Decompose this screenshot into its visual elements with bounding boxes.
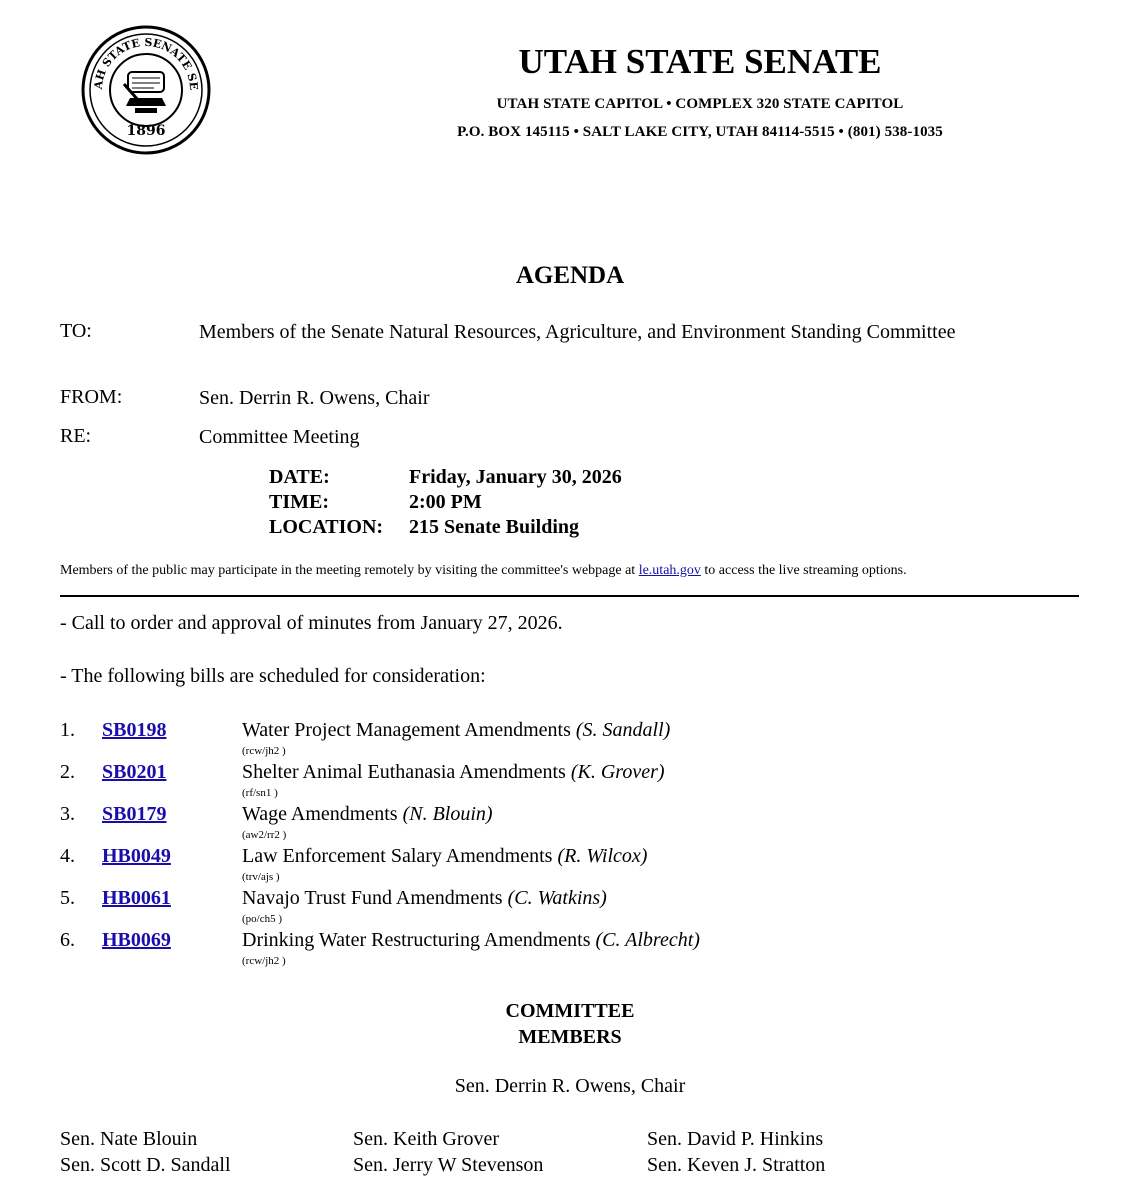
bills-intro: - The following bills are scheduled for consideration: <box>60 665 486 687</box>
le-utah-link[interactable]: le.utah.gov <box>638 563 701 578</box>
bill-link-sb0179[interactable]: SB0179 <box>102 803 167 825</box>
bill-link-hb0069[interactable]: HB0069 <box>102 929 171 951</box>
committee-member: Sen. Jerry W Stevenson <box>353 1154 544 1176</box>
bill-title-text: Navajo Trust Fund Amendments <box>242 887 508 909</box>
bill-title <box>242 761 665 784</box>
call-to-order: - Call to order and approval of minutes from January 27, 2026. <box>60 612 563 634</box>
seal-graphic <box>80 24 212 156</box>
seal-outer-text: AH STATE SENATE SE <box>91 35 201 91</box>
bill-title-text: Drinking Water Restructuring Amendments <box>242 929 596 951</box>
bill-link-hb0049[interactable]: HB0049 <box>102 845 171 867</box>
address-line-1: UTAH STATE CAPITOL • COMPLEX 320 STATE CAPITOL <box>496 96 904 112</box>
committee-member: Sen. Scott D. Sandall <box>60 1154 231 1176</box>
section-divider <box>60 595 1079 597</box>
committee-member: Sen. Keven J. Stratton <box>647 1154 826 1176</box>
committee-members-heading <box>0 998 1132 1050</box>
bill-sponsor: (K. Grover) <box>570 761 665 783</box>
re-label: RE: <box>60 425 92 447</box>
location-label: LOCATION: <box>269 516 384 538</box>
bill-title-text: Wage Amendments <box>242 803 403 825</box>
bill-title <box>242 845 647 868</box>
bill-initials: (aw2/rr2 ) <box>242 829 287 841</box>
bill-link-hb0061[interactable]: HB0061 <box>102 887 171 909</box>
bill-title <box>242 719 670 742</box>
bill-number: 1. <box>60 719 75 741</box>
bill-number: 4. <box>60 845 75 867</box>
bill-sponsor: (N. Blouin) <box>402 803 493 825</box>
bill-title <box>242 803 493 826</box>
senate-seal <box>80 24 212 156</box>
date-value: Friday, January 30, 2026 <box>409 466 622 488</box>
from-label: FROM: <box>60 386 123 408</box>
bill-initials: (po/ch5 ) <box>242 913 283 925</box>
bill-sponsor: (S. Sandall) <box>575 719 671 741</box>
bill-number: 3. <box>60 803 75 825</box>
bill-sponsor: (R. Wilcox) <box>557 845 648 867</box>
bill-title <box>242 887 607 910</box>
public-note-text: Members of the public may participate in the meeting remotely by visiting the committee's webpage at <box>60 563 639 578</box>
seal-year: 1896 <box>126 123 166 139</box>
time-label: TIME: <box>269 491 329 513</box>
from-value: Sen. Derrin R. Owens, Chair <box>199 387 430 409</box>
bill-sponsor: (C. Watkins) <box>507 887 607 909</box>
bill-number: 6. <box>60 929 75 951</box>
seal-emblem <box>124 72 166 113</box>
bill-title-text: Water Project Management Amendments <box>242 719 576 741</box>
bill-initials: (trv/ajs ) <box>242 871 280 883</box>
bill-link-sb0201[interactable]: SB0201 <box>102 761 167 783</box>
time-value: 2:00 PM <box>409 491 482 513</box>
org-title: UTAH STATE SENATE <box>518 42 882 81</box>
committee-chair: Sen. Derrin R. Owens, Chair <box>454 1075 686 1097</box>
bill-initials: (rcw/jh2 ) <box>242 955 286 967</box>
to-value: Members of the Senate Natural Resources, Agriculture, and Environment Standing Committee <box>199 321 956 343</box>
committee-member: Sen. Keith Grover <box>353 1128 500 1150</box>
date-label: DATE: <box>269 466 330 488</box>
committee-heading-line-1: COMMITTEE <box>505 1000 635 1022</box>
committee-member: Sen. David P. Hinkins <box>647 1128 824 1150</box>
re-value: Committee Meeting <box>199 426 360 448</box>
bill-title-text: Shelter Animal Euthanasia Amendments <box>242 761 571 783</box>
bill-number: 2. <box>60 761 75 783</box>
agenda-title: AGENDA <box>515 262 625 289</box>
bill-initials: (rf/sn1 ) <box>242 787 278 799</box>
bill-number: 5. <box>60 887 75 909</box>
address-line-2: P.O. BOX 145115 • SALT LAKE CITY, UTAH 84114-5515 • (801) 538-1035 <box>457 124 943 140</box>
bill-title-text: Law Enforcement Salary Amendments <box>242 845 558 867</box>
to-label: TO: <box>60 320 92 342</box>
bill-initials: (rcw/jh2 ) <box>242 745 286 757</box>
bill-link-sb0198[interactable]: SB0198 <box>102 719 167 741</box>
location-value: 215 Senate Building <box>409 516 580 538</box>
committee-member: Sen. Nate Blouin <box>60 1128 198 1150</box>
public-participation-note <box>60 563 907 579</box>
committee-heading-line-2: MEMBERS <box>518 1026 622 1048</box>
bill-sponsor: (C. Albrecht) <box>595 929 700 951</box>
bill-title <box>242 929 700 952</box>
public-note-text-end: to access the live streaming options. <box>700 563 907 578</box>
